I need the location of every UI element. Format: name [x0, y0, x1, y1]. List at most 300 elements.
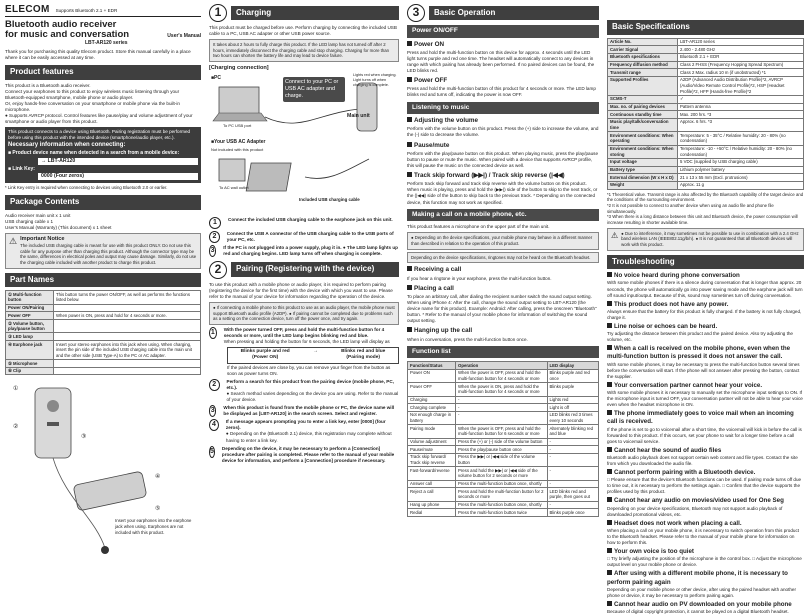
title-line-2: for music and conversation [5, 28, 130, 40]
part-desc [54, 320, 201, 333]
table-row [608, 118, 804, 131]
spec-value: Class 2 FHSS (Frequency Hopping Spread Spectrum) [678, 61, 804, 69]
pause-text: Perform with the play/pause button on this product. When playing music, press the play/pause button to pause or mute the music. When paired with a device that supports AVRCP profile, this will pause the music on the connected device as well. [407, 150, 598, 168]
warning-icon: ⚠ [611, 230, 619, 240]
charging-step: 1 Connect the included USB charging cable to the earphone jack on this unit. [209, 217, 399, 229]
spec-key: Music play/talk/conversation time [608, 118, 678, 131]
pairing-step: 1 With the power turned OFF, press and hold the multi-function button for 4 seconds or more, until the LED lamp begins blinking red and blue. When pressing and holding the button for 6 seconds, the LED lamp will display as [209, 327, 399, 345]
spec-key: Environment conditions: When storing [608, 145, 678, 158]
charging-connection-title: [Charging connection] [209, 65, 269, 72]
device-name-value: → LBT-AR120 [38, 158, 198, 165]
troubleshooting-text: Depending on your mobile phone or other device, after using the paired headset with another phone or device, it may be necessary to perform pairing again. [607, 586, 796, 598]
interference-text: ● Due to interference, it may sometimes not be possible to use in combination with a 2.4 GHz band wireless LAN (IEEE802.11g/b/n). ● It is not guaranteed that all Bluetooth devices will work with this product. [621, 230, 799, 248]
column-header: LED display [547, 362, 598, 370]
table-cell: Fast-forward/reverse [408, 467, 456, 480]
table-cell: When the power is OFF, press and hold the multi-function button for 4 seconds or more [456, 369, 548, 382]
pairing-section-header [209, 261, 399, 279]
bullet-icon [607, 497, 612, 502]
table-cell: Redial [408, 509, 456, 517]
part-desc: Insert your stereo earphones into this jack when using. When charging, insert the pin side of the included USB charging cable into the main unit and the other side (USB Type-A) to the PC or AC adapter. [54, 341, 201, 360]
troubleshooting-title: The phone immediately goes to voice mail when an incoming call is received. [607, 410, 794, 426]
troubleshooting-heading [607, 497, 804, 505]
table-row [408, 480, 599, 488]
pc-label: ■PC [211, 74, 221, 81]
call-intro: This product features a microphone on the upper part of the main unit. [407, 224, 550, 230]
spec-key: Article No. [608, 38, 678, 46]
troubleshooting-text: If the phone is set to go to voicemail after a short time, the voicemail will kick in before the call is forwarded to this product. If this occurs, set your phone to wait for a longer time before a call goes to voicemail service. [607, 426, 802, 444]
specifications-table [607, 38, 804, 190]
package-item: User's Manual (Warranty) (This document) x 1 sheet [5, 224, 112, 230]
table-cell: Track skip forward/ Track skip reverse [408, 453, 456, 466]
spec-value: Lithium polymer battery [678, 166, 804, 174]
table-cell: Press the multi-function button once, shortly [456, 480, 548, 488]
table-cell: LED blinks red 3 times every 10 seconds [547, 411, 598, 424]
power-subheader: Power ON/OFF [407, 25, 599, 38]
table-row [408, 369, 599, 382]
part-label: ① Multi-function button [6, 291, 54, 304]
spec-key: Continuous standby time [608, 111, 678, 119]
device-name-label: ■ Product device name when detected in a search from a mobile device: [8, 150, 180, 157]
pairing-note-box: ● If connecting a mobile phone to this product to use as an audio player, the mobile phone must support Bluetooth audio profile (A2DP). ● If pairing cannot be completed due to problems such as a setting on the connection device, turn off the power once, and try again. [209, 302, 399, 325]
power-off-heading: Power OFF [407, 77, 599, 85]
table-row [608, 46, 804, 54]
package-contents-header: Package Contents [5, 195, 201, 210]
table-row [6, 291, 201, 304]
part-desc: When power is ON, press and hold for 4 seconds or more. [54, 312, 201, 320]
spec-value: 21 x 13 x 55 mm (Excl. protrusions) [678, 174, 804, 182]
to-outlet-label: To AC wall outlet [219, 184, 249, 190]
usb-adapter-label: ■Your USB AC Adapter [211, 138, 266, 145]
pairing-requirement-text: This product connects to a device using Bluetooth. Pairing registration must be performed before using this product with the intended device (smartphone/audio player, etc.). [8, 129, 191, 141]
table-cell: Lights red [547, 396, 598, 404]
spec-value: Temperature: -10 - +50°C / Relative humidity: 20 - 80% (no condensation) [678, 145, 804, 158]
bullet-icon [607, 548, 612, 553]
table-row [6, 320, 201, 333]
spec-value: ✓ [678, 95, 804, 103]
table-cell: Light is off [547, 404, 598, 412]
table-row [408, 467, 599, 480]
link-key-footnote: * Link Key entry is required when connecting to devices using Bluetooth 2.0 or earlier. [5, 185, 168, 191]
bullet-icon [607, 570, 612, 575]
usb-cable-label: Included USB charging cable [299, 196, 360, 202]
column-charging [209, 0, 399, 580]
connect-bubble: Connect to your PC or USB AC adapter and charge. [283, 77, 345, 102]
table-cell: - [456, 411, 548, 424]
spec-value: Class 2 Max. radius 10 m (if unobstructed) *1 [678, 69, 804, 77]
important-notice-box [5, 233, 201, 269]
pause-heading: Pause/mute [407, 142, 599, 150]
placing-heading: Placing a call [407, 285, 599, 293]
function-list-subheader: Function list [407, 346, 599, 359]
svg-text:④: ④ [155, 474, 161, 481]
placing-text: To place an arbitrary call, after dialing the recipient number switch the sound output setting. When using iPhone 4: After the call, change the sound output setting to LBT-AR120 (the device name for this product). Example: Android: After calling, press the onscreen "Bluetooth" button. * Refer to the manual of your mobile phone for information of switching the sound output setting. [407, 293, 597, 324]
table-row [408, 488, 599, 501]
table-cell: Charging complete [408, 404, 456, 412]
earphone-caption: Insert your earphones into the earphone jack when using. Earphones are not included with this product. [115, 518, 192, 535]
svg-text:②: ② [13, 424, 19, 431]
table-row [408, 383, 599, 396]
table-cell: Pairing mode [408, 425, 456, 438]
pairing-title: Pairing (Registering with the device) [231, 262, 399, 277]
troubleshooting-heading [607, 301, 804, 309]
table-cell: Volume adjustment [408, 438, 456, 446]
pairing-step-text: If a message appears prompting you to enter a link key, enter [0000] (four zeros). [225, 419, 386, 431]
table-row [608, 95, 804, 103]
charging-step: 2 Connect the USB A connector of the USB charging cable to the USB ports of your PC, etc. [209, 231, 399, 243]
table-cell: When the power is OFF, press and hold the multi-function button for 6 seconds or more [456, 425, 548, 438]
troubleshooting-title: Cannot hear the sound of audio files [614, 446, 722, 454]
svg-text:⑤: ⑤ [155, 506, 161, 513]
step-number-3: 3 [407, 4, 425, 22]
table-row [608, 111, 804, 119]
table-cell: - [547, 446, 598, 454]
charging-step-text: If the PC is not plugged into a power supply, plug it in. ● The LED lamp lights up red and charging begins. LED lamp turns off when charging is complete. [223, 244, 398, 256]
part-desc [54, 360, 201, 368]
table-row [608, 69, 804, 77]
spec-key: Bluetooth specifications [608, 53, 678, 61]
troubleshooting-text: Depending on your device specifications, Bluetooth may not support audio playback of downloaded promotional videos, etc. [607, 505, 783, 517]
charging-diagram [209, 73, 399, 215]
table-cell: Blinks purple and red once [547, 369, 598, 382]
part-label: ③ LED lamp [6, 333, 54, 341]
troubleshooting-text: Always ensure that the battery for this product is fully charged. If the battery is not fully charged, charge it. [607, 308, 802, 320]
intro-text: Thank you for purchasing this quality Elecom product. Store this manual carefully in a place where it can be easily accessed at any time. [5, 49, 191, 61]
spec-key: External dimension (W x H x D) [608, 174, 678, 182]
svg-text:③: ③ [81, 434, 87, 441]
bullet-icon [607, 410, 612, 415]
table-cell: - [547, 467, 598, 480]
necessary-info-title: Necessary information when connecting: [8, 142, 126, 149]
table-row [608, 38, 804, 46]
table-row [408, 446, 599, 454]
troubleshooting-title: Line noise or echoes can be heard. [614, 322, 718, 330]
spec-value: Pattern antenna [678, 103, 804, 111]
bullet-icon [607, 469, 612, 474]
table-row [408, 425, 599, 438]
blink-purple-red: Blinks purple and red [240, 349, 290, 355]
pairing-step-sub: ● Depending on the (Bluetooth 2.1) device, this registration may complete without having to enter a link key. [225, 431, 392, 443]
hangup-text: When in conversation, press the multi-function button once. [407, 336, 528, 342]
blink-red-blue: Blinks red and blue [341, 349, 386, 355]
table-row [6, 333, 201, 341]
table-row [6, 312, 201, 320]
table-row [608, 132, 804, 145]
track-skip-heading: Track skip forward (▶▶|) / Track skip reverse (|◀◀) [407, 172, 599, 180]
bullet-icon [607, 323, 612, 328]
charging-note-box: It takes about 2 hours to fully charge this product. If the LED lamp has not turned off after 2 hours, immediately disconnect the charging cable and stop charging. Charging for more than two hours can shorten the battery life and may lead to device failure. [209, 39, 399, 62]
part-label: Power OFF [6, 312, 54, 320]
part-label: ⑤ Microphone [6, 360, 54, 368]
table-cell: Blinks purple [547, 383, 598, 396]
specs-header: Basic Specifications [607, 20, 804, 35]
troubleshooting-text: With some mobile phones if there is a silence during conversation that is longer than approx. 20 seconds, the phone will automatically go into power saving mode and the earphone jack will turn off sound input/output. Because of this, sound may sometimes turn off during conversation. [607, 280, 803, 298]
bullet-icon [607, 601, 612, 606]
table-header-row [408, 362, 599, 370]
power-on-heading: Power ON [407, 41, 599, 49]
pairing-step-sub: When pressing and holding the button for 6 seconds, the LED lamp will display as [223, 339, 390, 345]
notice-text: The included USB charging cable is meant for use with this product ONLY. Do not use this cable for any purpose other than charging this product. Although the connector type may be the same, differences in electrical poles and output may cause damage. Similarly, do not use the charging cable included with another product to charge this product. [20, 243, 197, 266]
pairing-step-text: When this product is found from the mobile phone or PC, the device name will be displayed as [LBT-AR120] in the search screen. Select and register. [223, 405, 395, 417]
table-cell: Press and hold the ▶▶| or |◀◀ side of the volume button for 2 seconds or more [456, 467, 548, 480]
table-cell: Alternately blinking red and blue [547, 425, 598, 438]
table-row [608, 103, 804, 111]
table-cell: Power OFF [408, 383, 456, 396]
troubleshooting-text: □ Please ensure that the device's Bluetooth functions can be used. If pairing mode turns off due to time out, it is necessary to perform the settings again. □ Confirm that the device supports the profiles used by this product. [607, 477, 802, 495]
power-off-text: Press and hold the multi-function button of this product for 4 seconds or more. The LED lamp blinks red and turns off, indicating the power is now OFF. [407, 86, 596, 98]
charging-intro: This product must be charged before use. Perform charging by connecting the included USB cable to a PC, USB AC adapter or other USB power source. [209, 25, 397, 37]
table-row [608, 174, 804, 182]
title-line-1: Bluetooth audio receiver [5, 19, 117, 31]
pairing-step: 3 When this product is found from the mobile phone or PC, the device name will be displayed as [LBT-AR120] in the search screen. Select and register. [209, 405, 399, 417]
pairing-after: If the paired devices are close by, you can remove your finger from the button as soon as power turns ON. [227, 364, 391, 376]
feature-line: ● Supports AVRCP protocol. Control features like pause/play and volume adjustment of your smartphone or audio player from this product. [5, 113, 193, 125]
table-cell: Answer call [408, 480, 456, 488]
call-note-2: Depending on the device specifications, ringtones may not be heard on the Bluetooth headset. [407, 252, 599, 264]
function-list-table [407, 361, 599, 517]
bullet-icon [607, 382, 612, 387]
volume-text: Perform with the volume button on this product. Press the (+) side to increase the volume, and the (-) side to decrease the volume. [407, 126, 599, 138]
troubleshooting-title: Your own voice is too quiet [614, 548, 694, 556]
part-desc [54, 333, 201, 341]
table-row [608, 145, 804, 158]
link-key-value: 0000 (Four zeros) [38, 173, 198, 180]
bullet-icon [607, 520, 612, 525]
bullet-icon [607, 345, 612, 350]
part-label: ② Volume button, play/pause button [6, 320, 54, 333]
column-header: Operation [456, 362, 548, 370]
table-cell: Pause/mute [408, 446, 456, 454]
table-cell: Reject a call [408, 488, 456, 501]
table-row [608, 181, 804, 189]
troubleshooting-heading [607, 323, 804, 331]
table-cell: LED blinks red and purple, then goes out [547, 488, 598, 501]
charging-title: Charging [231, 6, 399, 21]
table-row [608, 76, 804, 95]
table-cell: - [547, 438, 598, 446]
receiving-heading: Receiving a call [407, 266, 599, 274]
spec-key: Weight [608, 181, 678, 189]
troubleshooting-title: Your conversation partner cannot hear your voice. [614, 381, 763, 389]
feature-line: Or, enjoy hands-free conversation on your smartphone or mobile phone via the built-in microphone. [5, 101, 180, 113]
troubleshooting-heading [607, 410, 804, 426]
charging-section-header [209, 4, 399, 22]
table-row [6, 360, 201, 368]
track-skip-text: Perform track skip forward and track skip reverse with the volume button on this product. When music is playing, press and hold the (▶▶|) side of the button to skip to the next track, or the (|◀◀) side of the button to skip back to the previous track. * Depending on the connected device, this function may not work as specified. [407, 181, 598, 205]
spec-value: Bluetooth 2.1 + EDR [678, 53, 804, 61]
troubleshooting-heading [607, 272, 804, 280]
pairing-step: 5 Depending on the device, it may be necessary to perform a [Connection] procedure after pairing is completed. Please refer to the manual of your mobile device for information, and perform a [Connection] procedure if necessary. [209, 446, 399, 464]
column-intro [5, 0, 201, 580]
power-on-state: (Power ON) [252, 355, 279, 361]
table-row [408, 411, 599, 424]
table-cell: - [456, 404, 548, 412]
spec-key: Transmit range [608, 69, 678, 77]
table-cell: - [547, 453, 598, 466]
led-sequence: Blinks purple and red (Power ON) → Blinks red and blue (Pairing mode) [227, 347, 399, 364]
manual-label: User's Manual [167, 32, 201, 39]
table-row [6, 304, 201, 312]
troubleshooting-heading [607, 601, 804, 609]
table-row [408, 438, 599, 446]
bullet-icon [607, 301, 612, 306]
table-row [608, 61, 804, 69]
hangup-heading: Hanging up the call [407, 327, 599, 335]
bullet-icon [607, 272, 612, 277]
spec-key: Input voltage [608, 158, 678, 166]
table-cell: Press the (+) or (-) side of the volume button [456, 438, 548, 446]
link-key-label: ■ Link Key: [8, 165, 35, 172]
table-row [608, 166, 804, 174]
troubleshooting-text: When placing a call on your mobile phone, it is necessary to switch operation from this product to the Bluetooth headset. Please refer to the manual of your mobile phone for information on how to perform this. [607, 527, 800, 546]
bullet-icon [607, 447, 612, 452]
troubleshooting-text: With some mobile phones, it may be necessary to press the multi-function button several times before the conversation will start. If the phone will not answer after pressing the button, contact the supplier. [607, 361, 800, 379]
step-number-2: 2 [209, 261, 227, 279]
troubleshooting-title: This product does not have any power. [614, 300, 729, 308]
part-desc: This button turns the power ON/OFF, as well as performs the functions listed below. [54, 291, 201, 304]
pairing-step: 2 Perform a search for this product from the pairing device (mobile phone, PC, etc.). ● Search method varies depending on the device you are using. Refer to the manual of your device. [209, 379, 399, 403]
package-item: USB charging cable x 1 [5, 218, 54, 224]
troubleshooting-title: No voice heard during phone conversation [614, 272, 740, 280]
table-cell: When the power is ON, press and hold the multi-function button for 4 seconds or more [456, 383, 548, 396]
spec-note: *1 Theoretical value. Transmit range is also affected by the Bluetooth capability of the target device and the conditions of the surrounding environment. [607, 191, 804, 203]
troubleshooting-title: After using with a different mobile phone, it is necessary to perform pairing again [607, 570, 788, 586]
call-subheader: Making a call on a mobile phone, etc. [407, 209, 599, 222]
pairing-step-text: Depending on the device, it may be necessary to perform a [Connection] procedure after pairing is completed. Please refer to the manual of your mobile device for information, and perform a [Connection] procedure if necessary. [221, 445, 395, 463]
troubleshooting-heading [607, 345, 804, 361]
troubleshooting-title: Cannot hear any audio on movies/video used for One Seg [614, 497, 784, 505]
spec-value: Temperature: 5 - 35°C / Relative humidity: 20 - 80% (no condensation) [678, 132, 804, 145]
led-lights-label: Lights red when charging. Light turns off when charging is complete. [353, 72, 397, 87]
elecom-logo: ELECOM [5, 4, 50, 15]
table-cell: Power ON [408, 369, 456, 382]
pairing-mode-state: (Pairing mode) [346, 355, 380, 361]
troubleshooting-list [607, 272, 804, 615]
table-row [408, 404, 599, 412]
power-on-text: Press and hold the multi-function button on this device for approx. 4 seconds until the LED light turns purple and red one time. The headset will automatically connect to any devices in range with which pairing has already been performed. If no paired devices can be found, the LED blinks red. [407, 49, 595, 74]
feature-line: This product is a Bluetooth audio receiver. [5, 82, 91, 88]
spec-value: 2.400 - 2.480 GHz [678, 46, 804, 54]
pairing-step-text: With the power turned OFF, press and hold the multi-function button for 4 seconds or more, until the LED lamp begins blinking red and blue. [223, 326, 385, 339]
spec-key: SCMS-T [608, 95, 678, 103]
feature-line: Connect your earphones to this product to enjoy wireless music listening through your Bluetooth-equipped smartphone, mobile phone or audio player. [5, 88, 180, 101]
table-cell: - [547, 480, 598, 488]
part-label: Power ON/Pairing [6, 304, 54, 312]
charging-step-text: Connect the USB A connector of the USB charging cable to the USB ports of your PC, etc. [226, 230, 394, 242]
svg-text:①: ① [13, 386, 19, 393]
parts-illustration [5, 378, 201, 556]
table-row [408, 501, 599, 509]
part-label: ④ Earphone jack [6, 341, 54, 360]
table-cell: - [456, 396, 548, 404]
call-note-1: ● Depending on the device specifications, your mobile phone may behave in a different manner than described in relation to the operation of this product. [407, 232, 599, 249]
table-cell: Press the multi-function button twice [456, 509, 548, 517]
table-cell: Blinks purple once [547, 509, 598, 517]
table-row [608, 53, 804, 61]
spec-key: Max. no. of pairing devices [608, 103, 678, 111]
model-number: LBT-AR120 series [85, 39, 128, 46]
column-header: Function/Status [408, 362, 456, 370]
part-names-header: Part Names [5, 273, 201, 288]
table-cell: Press the play/pause button once [456, 446, 548, 454]
troubleshooting-title: When a call is received on the mobile phone, even when the multi-function button is pressed it does not answer the call. [607, 345, 791, 361]
troubleshooting-title: Headset does not work when placing a call. [614, 519, 742, 527]
spec-value: 5 VDC (supplied by USB charging cable) [678, 158, 804, 166]
volume-heading: Adjusting the volume [407, 117, 599, 125]
troubleshooting-heading [607, 548, 804, 556]
charging-step-text: Connect the included USB charging cable to the earphone jack on this unit. [228, 216, 393, 222]
notice-title: Important Notice [20, 235, 65, 242]
table-row [408, 509, 599, 517]
spec-note: *3 When there is a long distance between this unit and Bluetooth device, the power consumption will increase resulting in shorter available time. [607, 214, 798, 226]
part-desc [54, 367, 201, 375]
table-cell: Not enough charge in battery [408, 411, 456, 424]
troubleshooting-text: Try adjusting the distance between this product and the paired device. Also try adjusting the volume, etc. [607, 331, 793, 343]
troubleshooting-heading [607, 469, 804, 477]
product-features-header: Product features [5, 65, 201, 80]
warning-icon: ⚠ [9, 235, 18, 246]
part-desc [54, 304, 201, 312]
interference-note-box [607, 228, 804, 251]
spec-key: Battery type [608, 166, 678, 174]
troubleshooting-title: Cannot hear audio on PV downloaded on your mobile phone [614, 600, 792, 608]
main-unit-label: Main unit [347, 112, 370, 119]
to-pc-label: To PC USB port [223, 122, 252, 128]
troubleshooting-text: Because of digital copyright protection, it cannot be played on a digital Bluetooth headset. [607, 609, 789, 615]
spec-value: LBT-AR120 series [678, 38, 804, 46]
spec-value: Approx. 11 g [678, 181, 804, 189]
spec-value: Max. 200 hrs. *3 [678, 111, 804, 119]
spec-key: Environment conditions: When operating [608, 132, 678, 145]
table-cell: - [547, 501, 598, 509]
charging-step: 3 If the PC is not plugged into a power supply, plug it in. ● The LED lamp lights up red and charging begins. LED lamp turns off when charging is complete. [210, 244, 398, 256]
pairing-step: 4 If a message appears prompting you to enter a link key, enter [0000] (four zeros). ● Depending on the (Bluetooth 2.1) device, this registration may complete without having to enter a link key. [209, 419, 399, 443]
table-row [408, 396, 599, 404]
spec-key: Frequency diffusion method [608, 61, 678, 69]
table-cell: Hang up phone [408, 501, 456, 509]
pairing-intro: To use this product with a mobile phone or audio player, it is required to perform pairing (registering the device for the first time) with the device with which you want to use. Please refer to the manual of your device for information regarding the operation of the device. [209, 281, 393, 299]
column-operation [407, 0, 599, 580]
receiving-text: If you hear a ringtone in your earphone, press the multi-function button. [407, 275, 552, 281]
troubleshooting-text: □ Try briefly adjusting the position of the microphone in the control box. □ Adjust the microphone output level on your mobile phone or device. [607, 556, 802, 568]
troubleshooting-heading [607, 447, 804, 455]
table-cell: Charging [408, 396, 456, 404]
pairing-step-sub: ● Search method varies depending on the device you are using. Refer to the manual of your device. [226, 391, 399, 403]
operation-title: Basic Operation [429, 6, 599, 21]
table-cell: Press the ▶▶| or |◀◀ side of the volume button [456, 453, 548, 466]
troubleshooting-heading [607, 570, 804, 586]
table-row [6, 341, 201, 360]
operation-section-header [407, 4, 599, 22]
spec-key: Carrier Signal [608, 46, 678, 54]
header-note: Supports Bluetooth 2.1 + EDR [55, 8, 118, 13]
spec-value: A2DP (Advanced Audio Distribution Profile)*2, AVRCP (Audio/Video Remote Control Profile)*2, HSP (Headset Profile)*2, HFP (Hands-free Profile)*2 [678, 76, 804, 95]
package-item: Audio receiver main unit x 1 unit [5, 212, 71, 218]
listening-subheader: Listening to music [407, 102, 599, 115]
table-cell: Press the multi-function button once, shortly [456, 501, 548, 509]
table-row [608, 158, 804, 166]
table-cell: Press and hold the multi-function button for 2 seconds or more [456, 488, 548, 501]
column-specs [607, 0, 804, 615]
troubleshooting-text: With some mobile phones it is necessary to manually set the microphone input settings to ON. If the microphone input is turned OFF, your conversation partner will not be able to hear your voice even when the headset microphone is ON. [607, 390, 803, 408]
necessary-info-box [5, 127, 201, 183]
spec-note: *2 It is not possible to connect to another device when using an audio file and phone file simultaneously. [607, 203, 774, 214]
troubleshooting-text: Bluetooth audio playback does not support certain web content and file types. Contact the site from which you downloaded the audio file. [607, 454, 798, 466]
part-label: ⑥ Clip [6, 367, 54, 375]
spec-value: Approx. 6 hrs. *3 [678, 118, 804, 131]
pairing-step-text: Perform a search for this product from the pairing device (mobile phone, PC, etc.). [226, 378, 394, 390]
part-names-table [5, 290, 201, 375]
table-row [408, 453, 599, 466]
